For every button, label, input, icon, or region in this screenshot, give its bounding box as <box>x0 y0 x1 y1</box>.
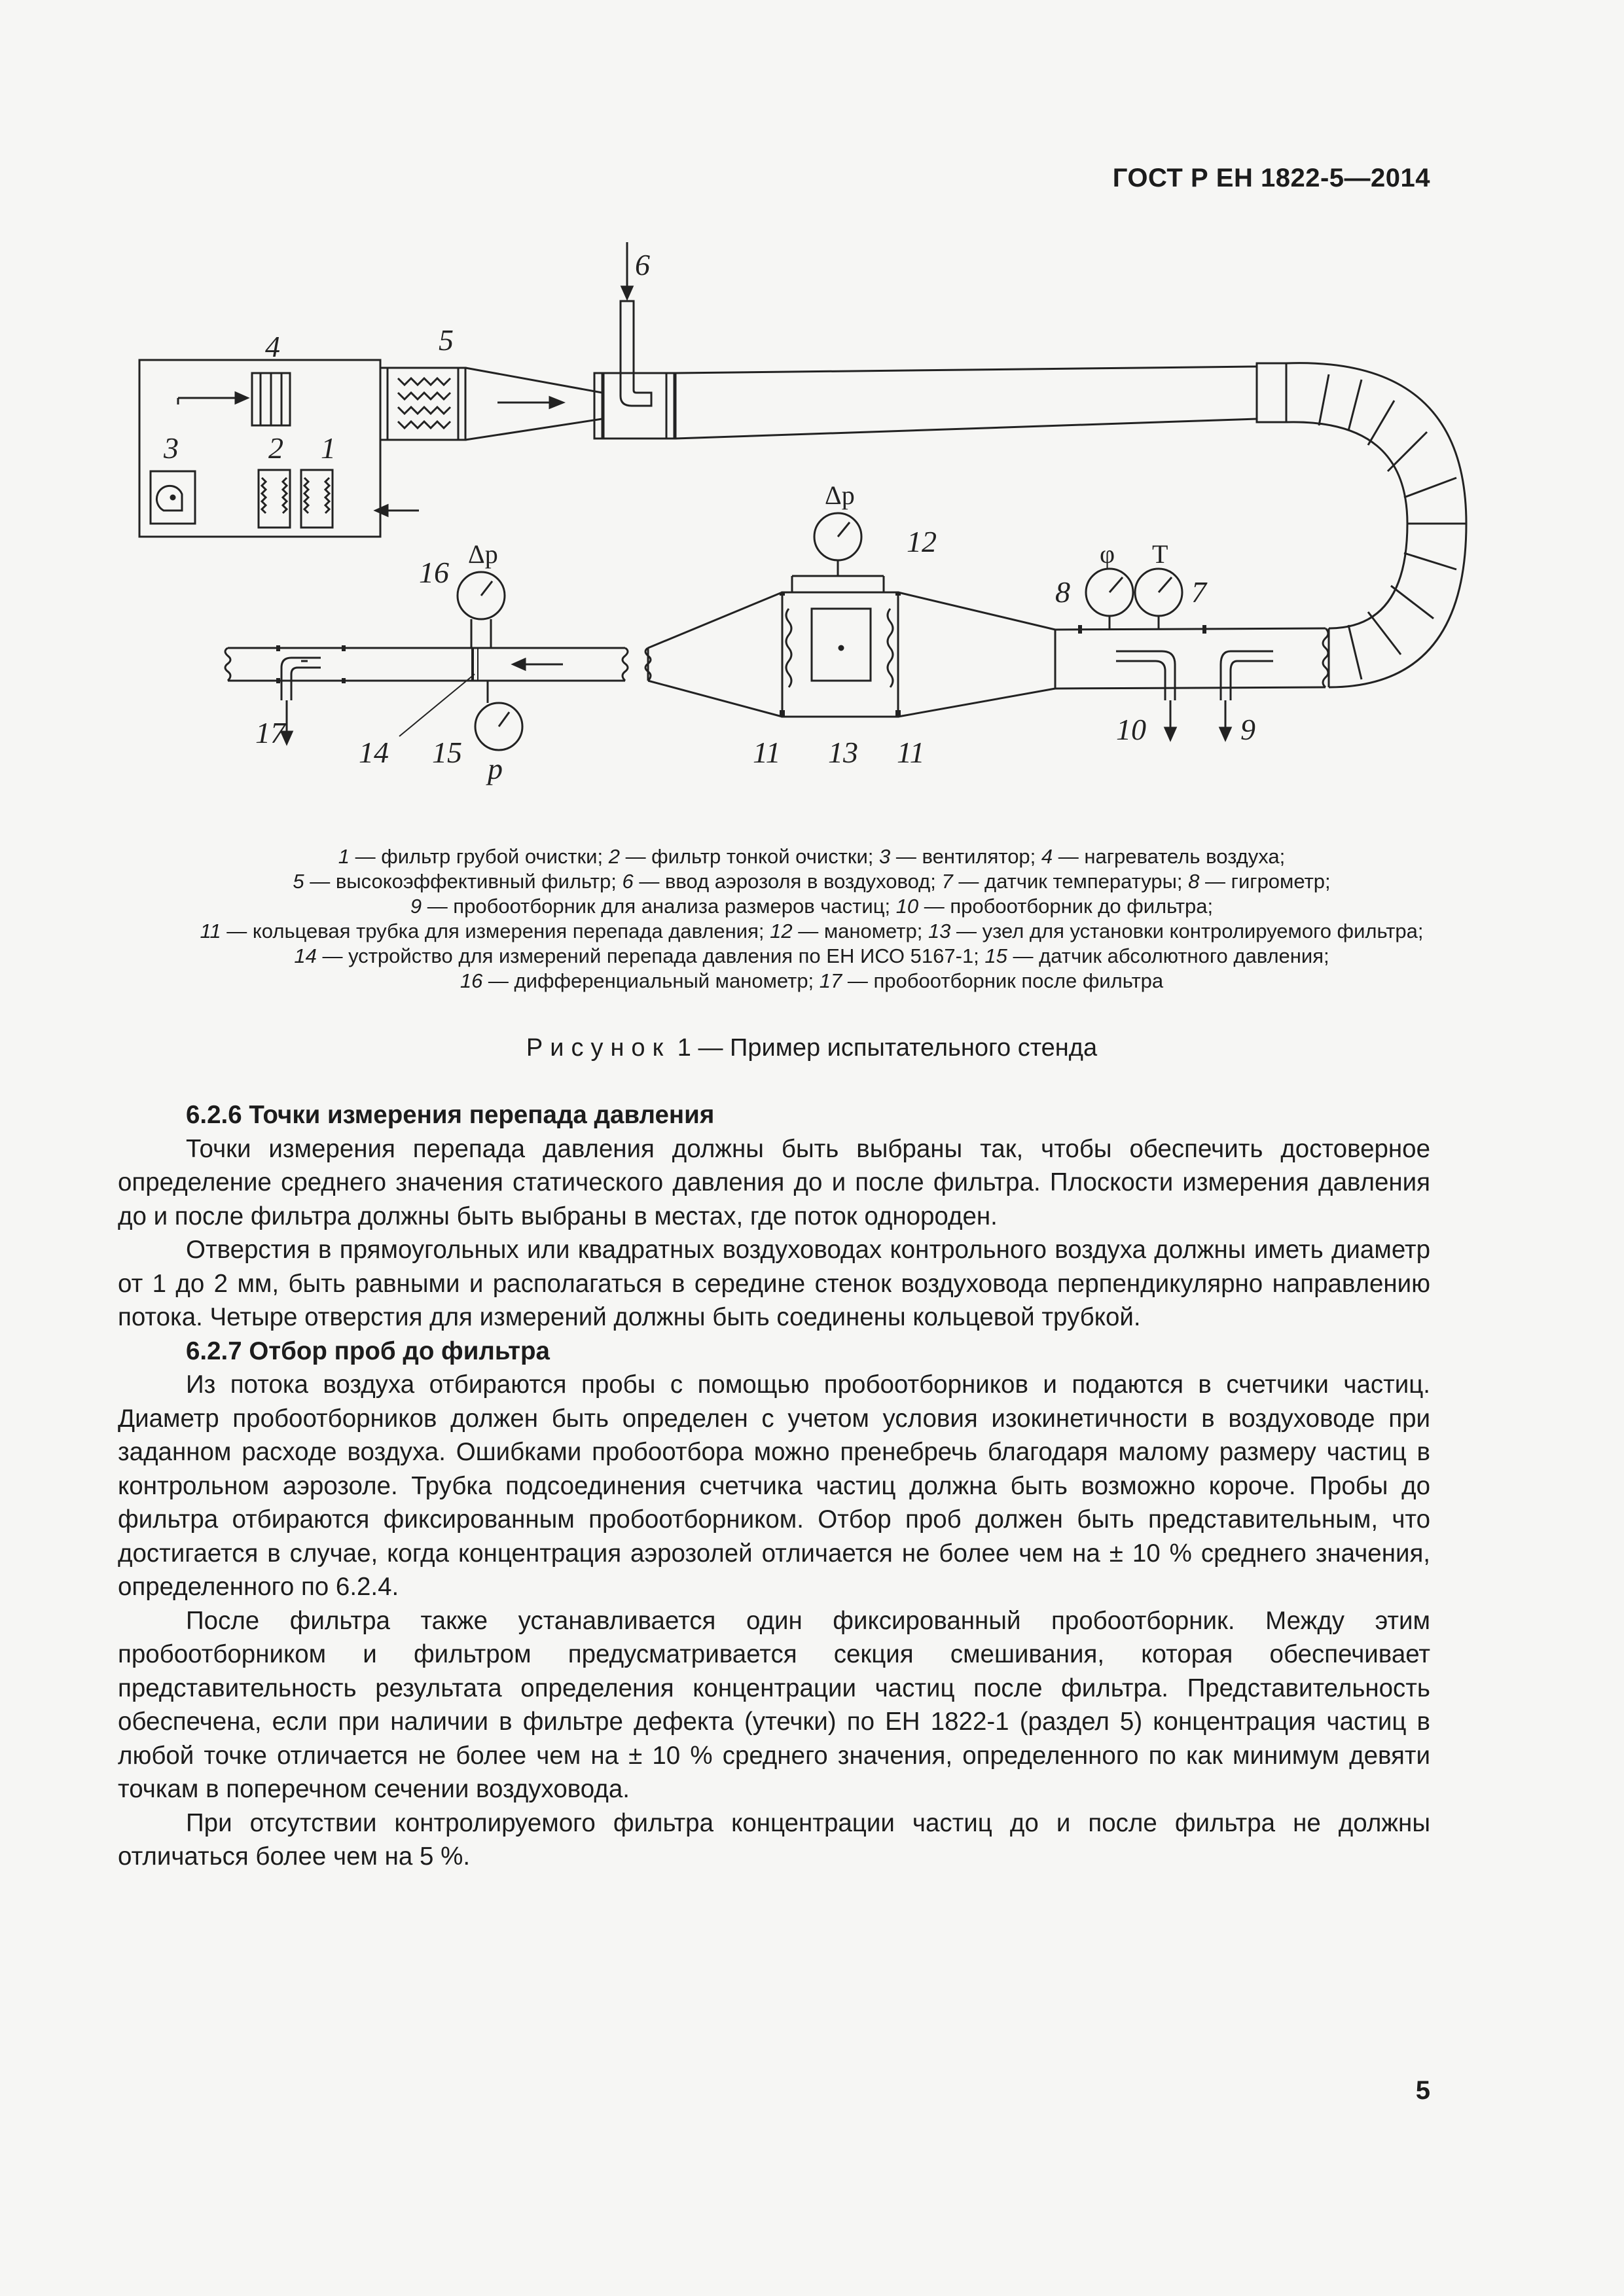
legend-num: 7 <box>941 870 953 893</box>
legend-num: 9 <box>410 895 422 918</box>
legend-num: 2 <box>608 845 620 868</box>
paragraph: Отверстия в прямоугольных или квадратных воздуховодах контрольного воздуха должны иметь диаметр от 1 до 2 мм, быть равными и располагаться в середине стенок воздуховода перпендикулярно направлению потока. Четыре отверстия для измерений должны быть соединены кольцевой трубкой. <box>118 1236 1430 1331</box>
label-2: 2 <box>268 431 283 465</box>
legend-num: 10 <box>895 895 919 918</box>
legend-num: 12 <box>770 920 793 942</box>
label-phi: φ <box>1100 539 1115 569</box>
caption-number: 1 <box>670 1034 691 1062</box>
legend-text: — ввод аэрозоля в воздуховод; <box>633 870 942 893</box>
label-7: 7 <box>1191 575 1206 609</box>
caption-prefix: Рисунок <box>526 1034 671 1062</box>
body-text <box>118 1098 1430 1874</box>
label-3: 3 <box>164 431 179 465</box>
legend-num: 13 <box>928 920 951 942</box>
legend-num: 8 <box>1188 870 1200 893</box>
page-number: 5 <box>1415 2076 1430 2105</box>
label-dp-16: Δp <box>468 539 498 569</box>
figure-legend <box>92 844 1532 994</box>
legend-num: 5 <box>293 870 304 893</box>
legend-text: — пробоотборник для анализа размеров частиц; <box>422 895 896 918</box>
label-temp: T <box>1152 539 1168 569</box>
paragraph: Точки измерения перепада давления должны быть выбраны так, чтобы обеспечить достоверное определение среднего значения статического давления до и после фильтра. Плоскости измерения давления до и после фильтра должны быть выбраны в местах, где поток однороден. <box>118 1134 1430 1230</box>
legend-text: — фильтр тонкой очистки; <box>619 845 879 868</box>
legend-text: — датчик температуры; <box>952 870 1189 893</box>
legend-text: — дифференциальный манометр; <box>482 969 820 992</box>
legend-text: — нагреватель воздуха; <box>1053 845 1286 868</box>
legend-num: 16 <box>460 969 483 992</box>
label-8: 8 <box>1055 575 1070 609</box>
legend-num: 14 <box>294 944 317 967</box>
legend-text: — фильтр грубой очистки; <box>349 845 609 868</box>
legend-text: — устройство для измерений перепада давления по ЕН ИСО 5167-1; <box>316 944 985 967</box>
legend-line <box>92 844 1532 869</box>
legend-num: 6 <box>622 870 634 893</box>
legend-num: 15 <box>984 944 1007 967</box>
label-5: 5 <box>439 323 454 357</box>
legend-line <box>92 944 1532 969</box>
legend-text: — гигрометр; <box>1199 870 1331 893</box>
test-rig-diagram <box>131 229 1492 818</box>
label-14: 14 <box>359 736 389 769</box>
legend-text: — пробоотборник до фильтра; <box>918 895 1214 918</box>
label-4: 4 <box>265 330 280 363</box>
legend-line <box>92 919 1532 944</box>
legend-line <box>92 894 1532 919</box>
legend-text: — пробоотборник после фильтра <box>842 969 1164 992</box>
label-9: 9 <box>1240 713 1255 746</box>
label-13: 13 <box>828 736 858 769</box>
paragraph: Из потока воздуха отбираются пробы с помощью пробоотборников и подаются в счетчики частиц. Диаметр пробоотборников должен быть определен с учетом условия изокинетичности в воздуховоде при заданном расходе воздуха. Ошибками пробоотбора можно пренебречь благодаря малому размеру частиц в контрольном аэрозоле. Трубка подсоединения счетчика частиц должна быть возможно короче. Пробы до фильтра отбираются фиксированным пробоотборником. Отбор проб должен быть представительным, что достигается в случае, когда концентрация аэрозолей отличается не более чем на ± 10 % среднего значения, определенного по 6.2.4. <box>118 1371 1430 1601</box>
legend-text: — манометр; <box>792 920 928 942</box>
legend-line <box>92 969 1532 994</box>
label-15: 15 <box>432 736 462 769</box>
legend-text: — кольцевая трубка для измерения перепада давления; <box>221 920 770 942</box>
label-16: 16 <box>419 556 449 589</box>
legend-text: — вентилятор; <box>890 845 1041 868</box>
paragraph: При отсутствии контролируемого фильтра концентрации частиц до и после фильтра не должны отличаться более чем на 5 %. <box>118 1808 1430 1871</box>
label-11-right: 11 <box>897 736 925 769</box>
legend-num: 1 <box>338 845 350 868</box>
section-heading-6-2-6: 6.2.6 Точки измерения перепада давления <box>186 1101 715 1129</box>
label-17: 17 <box>255 716 285 749</box>
label-dp-12: Δp <box>825 480 855 510</box>
legend-line <box>92 869 1532 894</box>
figure-caption <box>92 1034 1532 1062</box>
label-p15: p <box>488 752 503 785</box>
document-code: ГОСТ Р ЕН 1822-5—2014 <box>1112 164 1430 192</box>
label-10: 10 <box>1116 713 1146 746</box>
legend-text: — высокоэффективный фильтр; <box>304 870 623 893</box>
label-1: 1 <box>321 431 336 465</box>
legend-num: 3 <box>879 845 891 868</box>
paragraph: После фильтра также устанавливается один фиксированный пробоотборник. Между этим пробоотборником и фильтром предусматривается секция смешивания, которая обеспечивает представительность результата определения концентрации частиц после фильтра. Представительность обеспечена, если при наличии в фильтре дефекта (утечки) по ЕН 1822-1 (раздел 5) концентрация частиц в любой точке отличается не более чем на ± 10 % среднего значения, определенного по как минимум девяти точкам в поперечном сечении воздуховода. <box>118 1606 1430 1803</box>
test-rig-svg <box>131 229 1492 818</box>
label-12: 12 <box>907 525 937 558</box>
label-11-left: 11 <box>753 736 781 769</box>
legend-num: 17 <box>819 969 842 992</box>
legend-text: — датчик абсолютного давления; <box>1007 944 1329 967</box>
label-6: 6 <box>635 248 650 281</box>
legend-text: — узел для установки контролируемого фильтра; <box>950 920 1424 942</box>
caption-text: — Пример испытательного стенда <box>691 1034 1098 1062</box>
legend-num: 11 <box>200 920 221 942</box>
section-heading-6-2-7: 6.2.7 Отбор проб до фильтра <box>186 1336 550 1365</box>
legend-num: 4 <box>1041 845 1053 868</box>
